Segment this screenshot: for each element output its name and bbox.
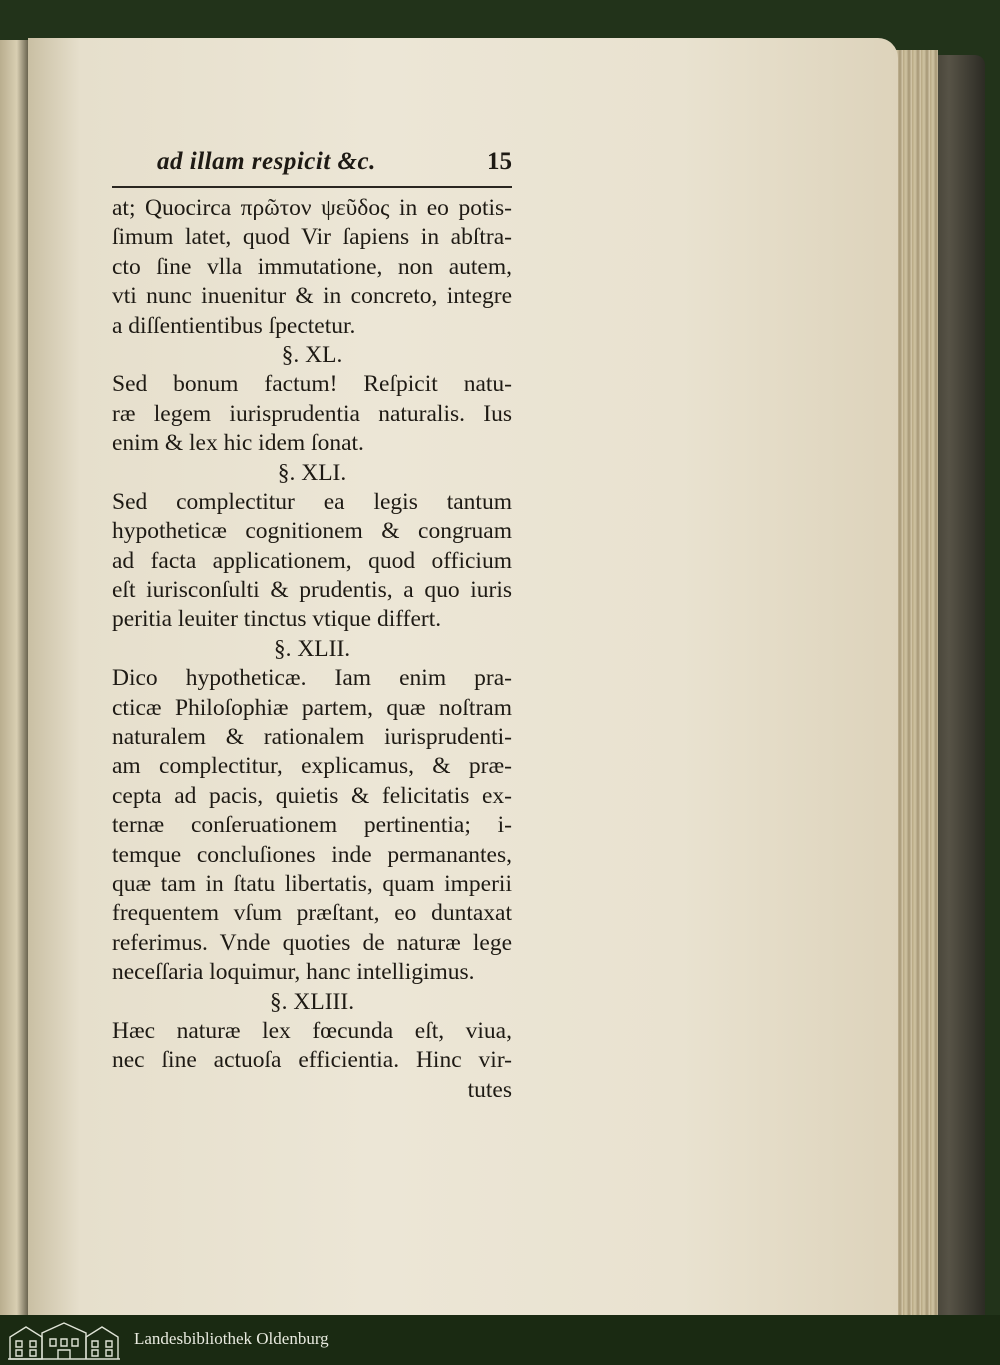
library-name: Landesbibliothek Oldenburg bbox=[134, 1329, 329, 1348]
text-line: vti nunc inuenitur & in concreto, integre bbox=[112, 283, 512, 310]
page-number: 15 bbox=[487, 148, 512, 175]
text-line: neceſſaria loquimur, hanc intelligimus. bbox=[112, 959, 475, 986]
text-line: hypotheticæ cognitionem & congruam bbox=[112, 518, 512, 545]
text-line: ternæ conſeruationem pertinentia; i- bbox=[112, 812, 512, 839]
text-line: cto ſine vlla immutatione, non autem, bbox=[112, 253, 512, 280]
text-line: Dico hypotheticæ. Iam enim pra- bbox=[112, 665, 512, 692]
body-text bbox=[112, 194, 512, 1105]
text-line: referimus. Vnde quoties de naturæ lege bbox=[112, 929, 512, 956]
text-line: enim & lex hic idem ſonat. bbox=[112, 430, 364, 457]
page-text-block bbox=[112, 148, 512, 1105]
library-building-icon bbox=[6, 1319, 122, 1361]
section-heading: §. XLII. bbox=[273, 635, 351, 662]
section-heading: §. XLI. bbox=[277, 459, 347, 486]
text-line: am complectitur, explicamus, & præ- bbox=[112, 753, 512, 780]
text-line: temque concluſiones inde permanantes, bbox=[112, 841, 512, 868]
text-line: tutes bbox=[467, 1076, 512, 1103]
text-line: a diſſentientibus ſpectetur. bbox=[112, 312, 356, 339]
section-heading: §. XL. bbox=[281, 341, 343, 368]
text-line: frequentem vſum præſtant, eo duntaxat bbox=[112, 900, 512, 927]
text-line: naturalem & rationalem iurisprudenti- bbox=[112, 724, 512, 751]
text-line: nec ſine actuoſa efficientia. Hinc vir- bbox=[112, 1047, 512, 1074]
section-heading: §. XLIII. bbox=[269, 988, 355, 1015]
text-line: cticæ Philoſophiæ partem, quæ noſtram bbox=[112, 694, 512, 721]
text-line: Sed bonum factum! Reſpicit natu- bbox=[112, 371, 512, 398]
text-line: at; Quocirca πρῶτον ψεῦδος in eo potis- bbox=[112, 195, 512, 221]
text-line: quæ tam in ſtatu libertatis, quam imperii bbox=[112, 870, 512, 897]
text-line: ræ legem iurisprudentia naturalis. Ius bbox=[112, 400, 512, 427]
library-footer bbox=[0, 1315, 1000, 1365]
header-rule bbox=[112, 186, 512, 188]
text-line: peritia leuiter tinctus vtique differt. bbox=[112, 606, 442, 633]
text-line: Sed complectitur ea legis tantum bbox=[112, 488, 512, 515]
text-line: eſt iurisconſulti & prudentis, a quo iuris bbox=[112, 577, 512, 604]
text-line: cepta ad pacis, quietis & felicitatis ex- bbox=[112, 782, 512, 809]
page-header bbox=[112, 148, 512, 186]
text-line: Hæc naturæ lex fœcunda eſt, viua, bbox=[112, 1017, 512, 1044]
running-head: ad illam respicit &c. bbox=[157, 148, 376, 175]
text-line: ad facta applicationem, quod officium bbox=[112, 547, 512, 574]
text-line: ſimum latet, quod Vir ſapiens in abſtra- bbox=[112, 224, 512, 251]
left-page-edge bbox=[0, 40, 28, 1315]
